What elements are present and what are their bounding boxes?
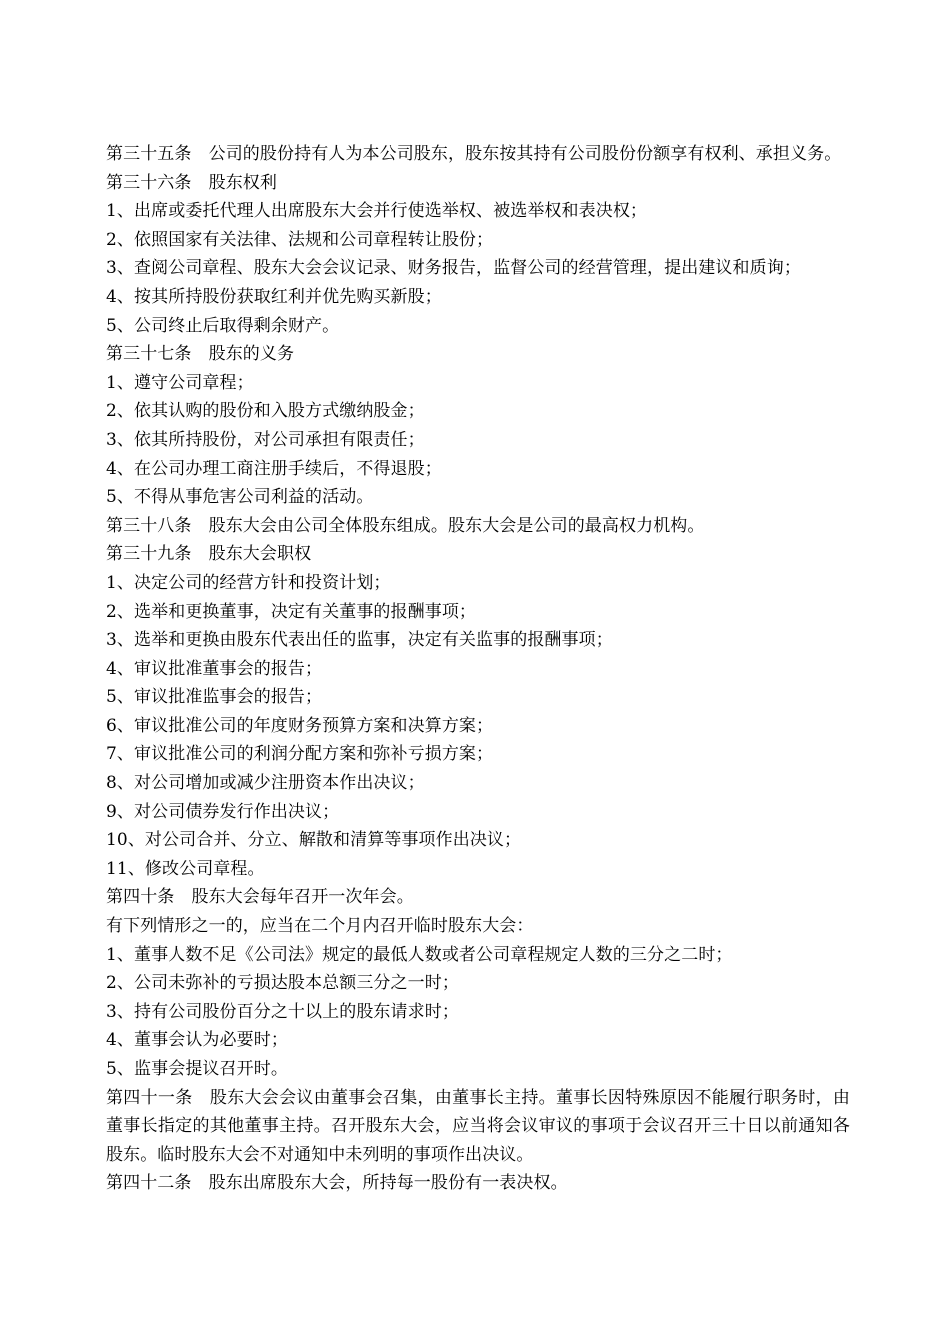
list-item: 1、决定公司的经营方针和投资计划；	[106, 572, 391, 593]
article-42: 第四十二条 股东出席股东大会，所持每一股份有一表决权。	[106, 1173, 568, 1194]
article-38: 第三十八条 股东大会由公司全体股东组成。股东大会是公司的最高权力机构。	[106, 515, 705, 536]
paragraph: 有下列情形之一的，应当在二个月内召开临时股东大会：	[106, 916, 534, 937]
list-item: 8、对公司增加或减少注册资本作出决议；	[106, 773, 425, 794]
list-item: 5、公司终止后取得剩余财产。	[106, 315, 340, 336]
article-37-heading: 第三十七条 股东的义务	[106, 344, 295, 365]
article-41: 第四十一条 股东大会会议由董事会召集，由董事长主持。董事长因特殊原因不能履行职务时，由董事长指定的其他董事主持。召开股东大会，应当将会议审议的事项于会议召开三十日以前通知各股东。临时股东大会不对通知中未列明的事项作出决议。	[106, 1087, 850, 1165]
article-39-heading: 第三十九条 股东大会职权	[106, 544, 312, 565]
list-item: 5、不得从事危害公司利益的活动。	[106, 487, 374, 508]
list-item: 4、审议批准董事会的报告；	[106, 658, 323, 679]
list-item: 3、查阅公司章程、股东大会会议记录、财务报告，监督公司的经营管理，提出建议和质询；	[106, 258, 801, 279]
list-item: 10、对公司合并、分立、解散和清算等事项作出决议；	[106, 830, 522, 851]
article-40: 第四十条 股东大会每年召开一次年会。	[106, 887, 414, 908]
list-item: 3、选举和更换由股东代表出任的监事，决定有关监事的报酬事项；	[106, 630, 613, 651]
list-item: 2、依照国家有关法律、法规和公司章程转让股份；	[106, 229, 494, 250]
list-item: 11、修改公司章程。	[106, 858, 265, 879]
list-item: 3、持有公司股份百分之十以上的股东请求时；	[106, 1001, 459, 1022]
document-page	[106, 140, 850, 1198]
list-item: 4、按其所持股份获取红利并优先购买新股；	[106, 286, 442, 307]
list-item: 4、董事会认为必要时；	[106, 1030, 288, 1051]
list-item: 7、审议批准公司的利润分配方案和弥补亏损方案；	[106, 744, 494, 765]
list-item: 6、审议批准公司的年度财务预算方案和决算方案；	[106, 715, 494, 736]
list-item: 3、依其所持股份，对公司承担有限责任；	[106, 429, 425, 450]
list-item: 5、监事会提议召开时。	[106, 1059, 288, 1079]
list-item: 1、遵守公司章程；	[106, 372, 254, 393]
list-item: 2、公司未弥补的亏损达股本总额三分之一时；	[106, 973, 459, 994]
list-item: 2、选举和更换董事，决定有关董事的报酬事项；	[106, 601, 477, 622]
article-36-heading: 第三十六条 股东权利	[106, 172, 277, 193]
list-item: 2、依其认购的股份和入股方式缴纳股金；	[106, 401, 425, 422]
list-item: 9、对公司债券发行作出决议；	[106, 801, 340, 822]
list-item: 1、董事人数不足《公司法》规定的最低人数或者公司章程规定人数的三分之二时；	[106, 944, 733, 965]
article-35: 第三十五条 公司的股份持有人为本公司股东，股东按其持有公司股份份额享有权利、承担义务。	[106, 144, 842, 164]
list-item: 1、出席或委托代理人出席股东大会并行使选举权、被选举权和表决权；	[106, 201, 648, 222]
list-item: 5、审议批准监事会的报告；	[106, 687, 323, 708]
list-item: 4、在公司办理工商注册手续后，不得退股；	[106, 458, 442, 479]
